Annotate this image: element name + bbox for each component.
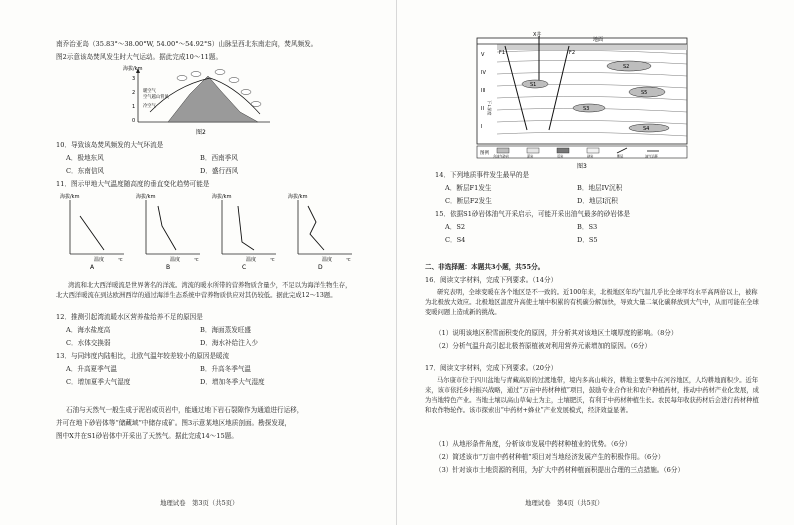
q17-part1: （1）从地形条件角度，分析该市发展中药材种植业的优势。（6分） (435, 440, 632, 448)
q14-option-a: A．断层F1发生 (445, 184, 492, 192)
fig3-s3-label: S3 (583, 106, 590, 112)
graph-c-ylabel: 海拔/km (212, 194, 232, 200)
graph-d-xlabel: 温度 (322, 257, 333, 263)
q10-option-b: B．西南季风 (200, 154, 238, 162)
fig2-label-flow: 空气越山背风 (143, 95, 169, 100)
q12-option-b: B．海面蒸发旺盛 (200, 326, 252, 334)
q13-stem: 13．与同纬度内陆相比，北欧气温年较差较小的原因是暖流 (56, 352, 230, 360)
passage2: 湾流和北大西洋暖流是世界著名的洋流。湾流的暖水所带的营养物质含量少，不足以为海洋生物生存，北大西洋暖流在到达欧洲西岸的通过海洋生态系统中营养物质供应对其仍较低。据此完成12～13题。 (56, 282, 352, 299)
q17-stem: 17．阅读文字材料，完成下列要求。（20分） (425, 364, 558, 372)
graph-b-curve (158, 206, 176, 250)
fig3-stratum-iii: III (481, 88, 486, 94)
fig2-tick-2: 2 (132, 90, 136, 96)
fig2-tick-3: 3 (132, 76, 136, 82)
q17-part2: （2）简述该市“万亩中药材种植”项目对当地经济发展产生的积极作用。（6分） (435, 453, 665, 461)
fig3-legend-item: 断层 (617, 154, 624, 159)
q15-option-c: C．S4 (445, 236, 466, 244)
q10-option-a: A．极地东风 (66, 154, 104, 162)
fig3-stratum-i: I (481, 124, 483, 130)
q15-option-d: D．S5 (577, 236, 598, 244)
q13-option-c: C．增加夏季大气湿度 (66, 378, 131, 386)
fig3-s5-label: S5 (641, 90, 648, 96)
graph-b-xlabel: 温度 (170, 257, 181, 263)
graph-b-letter: B (166, 264, 171, 270)
q13-option-b: B．升高冬季气温 (200, 365, 252, 373)
graph-a-ylabel: 海拔/km (60, 194, 80, 200)
q16-stem: 16．阅读文字材料，完成下列要求。（14分） (425, 276, 558, 284)
q12-option-c: C．水体交换弱 (66, 339, 111, 347)
graph-c-curve (238, 206, 254, 250)
q13-option-a: A．升高夏季气温 (66, 365, 117, 373)
fig3-depth-label: 下↓深度 (487, 100, 492, 116)
q17-passage: 马尔康市位于四川盆地与青藏高原的过渡地带，境内多高山峡谷，耕地主要集中在河谷地区，人均耕地面积少。近年来，该市依托乡村振兴战略，通过“万亩中药材种植”项目，鼓励专业合作社和农户种植药材，推动中药材产业化发展，成为当地特色产业。当地土壤以高山草甸土为主，土壤肥沃，有利于中药材种植生长。农民每年收获药材后会进行药材种植和农作物轮作。该市探索出“中药材+蜂业”产业发展模式，经济效益显著。 (425, 377, 759, 414)
q16-part1: （1）说明该地区积雪面积变化的原因，并分析其对该地区土壤厚度的影响。（8分） (435, 329, 678, 337)
q11-stem: 11．图示甲地大气温度随高度的垂直变化趋势可能是 (56, 180, 210, 188)
fig2-label-cold: 冷空气 (143, 104, 156, 109)
q14-option-b: B．地层IV沉积 (577, 184, 623, 192)
q12-option-a: A．海水盐度高 (66, 326, 111, 334)
fig3-well-label: X井 (533, 32, 542, 38)
q16-part2: （2）分析气温升高引起北极苔原植被对利用营养元素增加的原因。（6分） (435, 342, 652, 350)
fig3-s2-label: S2 (623, 64, 630, 70)
graph-b-unit: ℃ (194, 257, 199, 262)
graph-d-curve (308, 206, 324, 250)
q12-option-d: D．海水补给注入少 (200, 339, 259, 347)
figure-2 (120, 64, 280, 136)
q13-option-d: D．增加冬季大气湿度 (200, 378, 265, 386)
fig3-s1-label: S1 (530, 82, 537, 88)
fig2-tick-0: 0 (132, 118, 136, 124)
graph-c-unit: ℃ (270, 257, 275, 262)
q14-option-c: C．断层F2发生 (445, 197, 492, 205)
q16-passage: 研究表明，全球变暖在各个地区是不一致的。近100年来，北极地区年均气温几乎比全球平均水平高两倍以上，被称为北极放大效应。北极地区温度升高使土壤中积累的有机碳分解加快，导致大量二氧化碳释放到大气中，从而可能在全球变暖问题上造成新的挑战。 (425, 289, 759, 316)
passage3-line3: 图中X井在S1砂岩体中开采出了天然气。据此完成14～15题。 (56, 432, 238, 440)
q15-option-a: A．S2 (445, 223, 466, 231)
fig2-ylabel: 海拔/km (123, 66, 143, 72)
passage1-line1: 南乔治亚岛（35.83°～38.00°W, 54.00°～54.92°S）山脉呈西北东南走向，焚风频发。 (56, 40, 318, 48)
fig3-ground-label: 地面 (593, 37, 604, 43)
q14-stem: 14．下列地质事件发生最早的是 (435, 171, 530, 179)
graph-d-letter: D (318, 264, 323, 270)
q10-option-c: C．东南信风 (66, 167, 105, 175)
fig3-stratum-v: V (481, 52, 485, 58)
fig3-stratum-iv: IV (481, 70, 486, 76)
q14-option-d: D．地层I沉积 (577, 197, 618, 205)
q11-graph-a (60, 192, 130, 270)
q12-stem: 12．推测引起湾流暖水区营养盐给养不足的原因是 (56, 313, 203, 321)
fig3-surface-band (497, 44, 687, 50)
fig3-legend-item: 含油气砂岩 (493, 154, 509, 159)
q11-graph-d (288, 192, 358, 270)
left-footer: 地理试卷 第3页（共5页） (160, 499, 239, 507)
fig3-stratum-ii: II (481, 106, 484, 112)
right-footer: 地理试卷 第4页（共5页） (525, 499, 604, 507)
right-page (397, 0, 794, 525)
figure-3 (471, 30, 693, 170)
q11-graph-c (212, 192, 282, 270)
fig3-legend-title: 图例 (480, 151, 489, 156)
fig3-legend-item: 油气运移 (645, 154, 658, 159)
passage3-line2: 并可在地下砂岩体等“储藏域”中储存成矿。图3示意某地区地质剖面。勘探发现， (56, 419, 292, 427)
fig3-legend-item: 砂岩 (587, 154, 594, 159)
q15-option-b: B．S3 (577, 223, 598, 231)
fig3-f1-label: F1 (499, 50, 506, 56)
fig3-legend-item: 页岩 (557, 154, 564, 159)
passage3-line1: 石油与天然气一般生成于泥岩或页岩中，能通过地下岩石裂隙作为通道进行运移， (66, 406, 304, 414)
fig3-caption: 图3 (577, 163, 587, 170)
graph-a-unit: ℃ (118, 257, 123, 262)
graph-d-unit: ℃ (346, 257, 351, 262)
fig2-caption: 图2 (196, 129, 206, 136)
fig2-label-warm: 暖空气 (143, 89, 156, 94)
graph-a-xlabel: 温度 (94, 257, 105, 263)
fig3-s4-label: S4 (643, 126, 650, 132)
graph-b-ylabel: 海拔/km (136, 194, 156, 200)
q15-stem: 15．依据S1砂岩体油气开采启示，可能开采出油气最多的砂岩体是 (435, 210, 631, 218)
graph-c-letter: C (242, 264, 247, 270)
graph-a-letter: A (90, 264, 95, 270)
fig2-tick-1: 1 (132, 104, 136, 110)
fig3-legend-item: 泥岩 (527, 154, 534, 159)
passage1-line2: 图2示意该岛焚风发生时大气运动。据此完成10～11题。 (56, 53, 223, 61)
section-2-heading: 二、非选择题：本题共3小题，共55分。 (425, 263, 545, 271)
fig3-f2-label: F2 (569, 50, 576, 56)
q10-option-d: D．盛行西风 (200, 167, 239, 175)
graph-c-xlabel: 温度 (246, 257, 257, 263)
q17-part3: （3）针对该市土地资源的利用，为扩大中药材种植面积提出合理的三点措施。（6分） (435, 466, 685, 474)
graph-d-ylabel: 海拔/km (288, 194, 308, 200)
q10-stem: 10．导致该岛焚风频发的大气环流是 (56, 141, 164, 149)
q11-graph-b (136, 192, 206, 270)
graph-a-curve (80, 216, 104, 250)
